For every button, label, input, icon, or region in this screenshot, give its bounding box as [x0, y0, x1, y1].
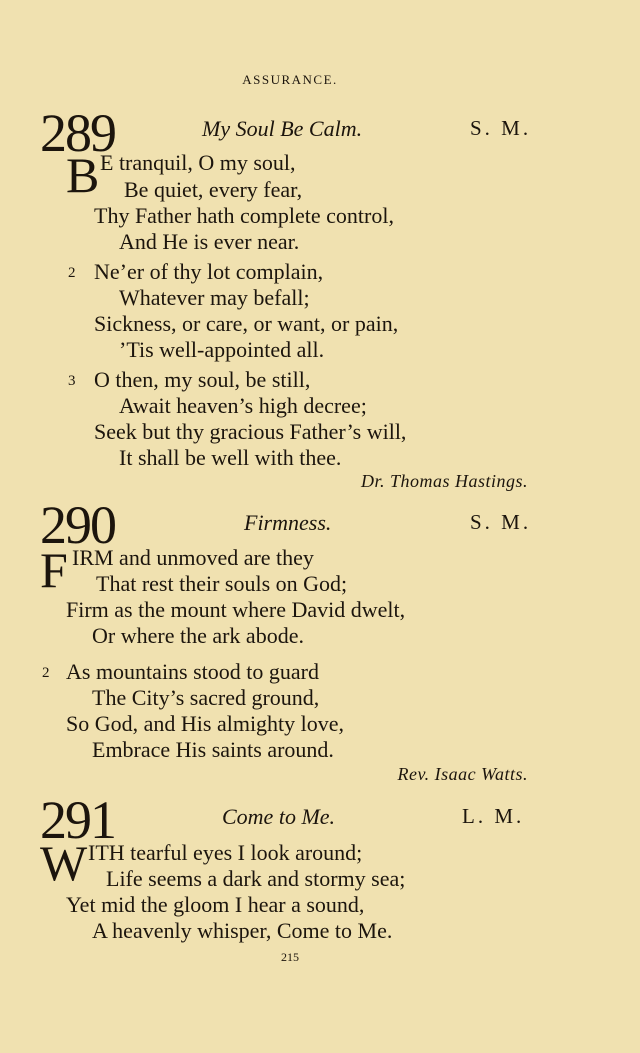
verse-line: Sickness, or care, or want, or pain,: [94, 311, 399, 336]
verse-line: Be quiet, every fear,: [124, 177, 303, 202]
hymn-meter: S. M.: [470, 116, 532, 140]
verse-line: Embrace His saints around.: [92, 737, 334, 762]
hymn-author: Dr. Thomas Hastings.: [360, 471, 528, 491]
hymn-number: 291: [40, 790, 115, 850]
verse-line: Await heaven’s high decree;: [119, 393, 367, 418]
hymn-title: Come to Me.: [222, 804, 336, 829]
verse-line: E tranquil, O my soul,: [100, 150, 296, 175]
stanza-number: 3: [68, 373, 76, 389]
verse-line: IRM and unmoved are they: [72, 545, 314, 570]
verse-line: Life seems a dark and stormy sea;: [106, 866, 406, 891]
verse-line: Or where the ark abode.: [92, 623, 304, 648]
verse-line: Whatever may befall;: [119, 285, 310, 310]
hymn-author: Rev. Isaac Watts.: [397, 764, 528, 784]
verse-line: Seek but thy gracious Father’s will,: [94, 419, 407, 444]
hymn-number: 290: [40, 495, 115, 555]
verse-line: It shall be well with thee.: [119, 445, 342, 470]
verse-line: Ne’er of thy lot complain,: [94, 259, 324, 284]
verse-line: Thy Father hath complete control,: [94, 203, 394, 228]
verse-line: A heavenly whisper, Come to Me.: [92, 918, 393, 943]
hymn-number: 289: [40, 103, 115, 163]
verse-line: ITH tearful eyes I look around;: [88, 840, 363, 865]
stanza-number: 2: [42, 665, 50, 681]
verse-line: Firm as the mount where David dwelt,: [66, 597, 406, 622]
verse-line: As mountains stood to guard: [66, 659, 319, 684]
verse-line: So God, and His almighty love,: [66, 711, 345, 736]
drop-cap: W: [40, 835, 88, 891]
page-number: 215: [281, 950, 299, 964]
verse-line: ’Tis well-appointed all.: [119, 337, 325, 362]
verse-line: That rest their souls on God;: [96, 571, 348, 596]
verse-line: Yet mid the gloom I hear a sound,: [66, 892, 365, 917]
page-header: ASSURANCE.: [242, 72, 338, 87]
drop-cap: F: [40, 542, 68, 598]
verse-line: O then, my soul, be still,: [94, 367, 311, 392]
verse-line: And He is ever near.: [119, 229, 300, 254]
hymn-meter: S. M.: [470, 510, 532, 534]
drop-cap: B: [66, 147, 100, 203]
hymn-title: Firmness.: [244, 510, 332, 535]
stanza-number: 2: [68, 265, 76, 281]
hymn-title: My Soul Be Calm.: [202, 116, 363, 141]
hymn-meter: L. M.: [462, 804, 525, 828]
verse-line: The City’s sacred ground,: [92, 685, 320, 710]
